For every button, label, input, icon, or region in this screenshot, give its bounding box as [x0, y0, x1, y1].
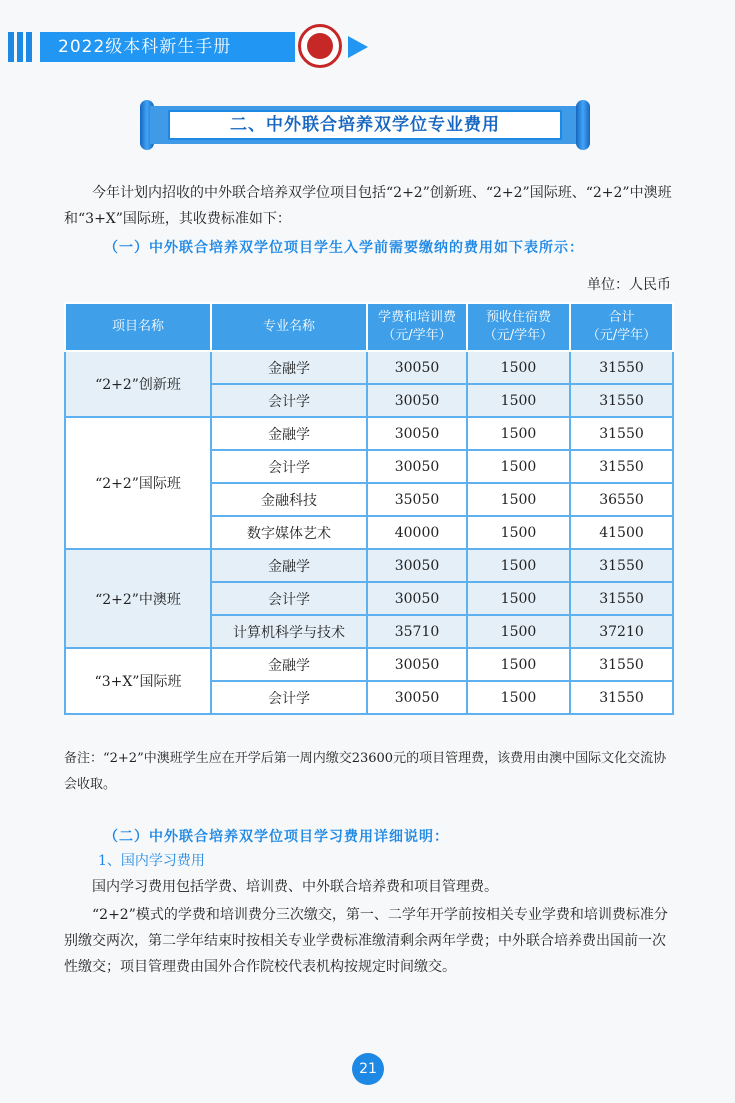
dorm-cell: 1500	[467, 681, 570, 714]
table-row	[65, 549, 673, 582]
dorm-cell: 1500	[467, 450, 570, 483]
col-tuition: 学费和培训费 （元/学年）	[367, 303, 467, 351]
section-title: 二、中外联合培养双学位专业费用	[168, 110, 562, 140]
major-cell: 会计学	[211, 681, 367, 714]
section-title-banner	[140, 100, 590, 150]
part1-heading: （一）中外联合培养双学位项目学生入学前需要缴纳的费用如下表所示：	[104, 240, 584, 256]
major-cell: 数字媒体艺术	[211, 516, 367, 549]
total-cell: 31550	[570, 450, 673, 483]
table-header-row	[65, 303, 673, 351]
table-row	[65, 351, 673, 384]
major-cell: 金融学	[211, 417, 367, 450]
currency-unit: 单位：人民币	[587, 277, 671, 293]
total-cell: 41500	[570, 516, 673, 549]
total-cell: 31550	[570, 549, 673, 582]
tuition-cell: 35710	[367, 615, 467, 648]
sub-heading-domestic: 1、国内学习费用	[98, 853, 205, 869]
col-program: 项目名称	[65, 303, 211, 351]
tuition-cell: 30050	[367, 384, 467, 417]
table-row	[65, 648, 673, 681]
col-dorm: 预收住宿费 （元/学年）	[467, 303, 570, 351]
major-cell: 计算机科学与技术	[211, 615, 367, 648]
part2-heading: （二）中外联合培养双学位项目学习费用详细说明：	[104, 829, 449, 845]
tuition-cell: 30050	[367, 549, 467, 582]
header-arrow-icon	[348, 36, 368, 58]
handbook-title: 2022级本科新生手册	[40, 32, 295, 62]
fee-table	[64, 302, 674, 715]
body-paragraph-1: 国内学习费用包括学费、培训费、中外联合培养费和项目管理费。	[92, 879, 498, 895]
university-logo-icon	[298, 24, 342, 68]
handbook-header	[0, 30, 380, 64]
total-cell: 37210	[570, 615, 673, 648]
program-cell: “2+2”中澳班	[65, 549, 211, 648]
total-cell: 31550	[570, 582, 673, 615]
col-major: 专业名称	[211, 303, 367, 351]
dorm-cell: 1500	[467, 549, 570, 582]
tuition-cell: 30050	[367, 681, 467, 714]
tuition-cell: 40000	[367, 516, 467, 549]
dorm-cell: 1500	[467, 384, 570, 417]
tuition-cell: 30050	[367, 450, 467, 483]
dorm-cell: 1500	[467, 351, 570, 384]
total-cell: 31550	[570, 384, 673, 417]
dorm-cell: 1500	[467, 483, 570, 516]
dorm-cell: 1500	[467, 582, 570, 615]
tuition-cell: 30050	[367, 351, 467, 384]
page-number: 21	[352, 1053, 384, 1085]
table-row	[65, 417, 673, 450]
dorm-cell: 1500	[467, 516, 570, 549]
major-cell: 金融学	[211, 351, 367, 384]
total-cell: 36550	[570, 483, 673, 516]
tuition-cell: 30050	[367, 582, 467, 615]
program-cell: “2+2”国际班	[65, 417, 211, 549]
dorm-cell: 1500	[467, 648, 570, 681]
tuition-cell: 35050	[367, 483, 467, 516]
total-cell: 31550	[570, 417, 673, 450]
intro-paragraph: 今年计划内招收的中外联合培养双学位项目包括“2+2”创新班、“2+2”国际班、“2+2”中澳班和“3+X”国际班，其收费标准如下：	[64, 185, 672, 227]
col-total: 合计 （元/学年）	[570, 303, 673, 351]
dorm-cell: 1500	[467, 615, 570, 648]
tuition-cell: 30050	[367, 417, 467, 450]
body-paragraph-2: “2+2”模式的学费和培训费分三次缴交，第一、二学年开学前按相关专业学费和培训费标准分别缴交两次，第二学年结束时按相关专业学费标准缴清剩余两年学费；中外联合培养费出国前一次性缴交；项目管理费由国外合作院校代表机构按规定时间缴交。	[64, 907, 668, 975]
major-cell: 金融学	[211, 549, 367, 582]
major-cell: 会计学	[211, 450, 367, 483]
total-cell: 31550	[570, 648, 673, 681]
program-cell: “2+2”创新班	[65, 351, 211, 417]
program-cell: “3+X”国际班	[65, 648, 211, 714]
table-note: 备注：“2+2”中澳班学生应在开学后第一周内缴交23600元的项目管理费，该费用由澳中国际文化交流协会收取。	[64, 751, 667, 792]
major-cell: 会计学	[211, 384, 367, 417]
header-decor-bars	[8, 32, 35, 66]
total-cell: 31550	[570, 351, 673, 384]
major-cell: 会计学	[211, 582, 367, 615]
tuition-cell: 30050	[367, 648, 467, 681]
total-cell: 31550	[570, 681, 673, 714]
major-cell: 金融科技	[211, 483, 367, 516]
major-cell: 金融学	[211, 648, 367, 681]
dorm-cell: 1500	[467, 417, 570, 450]
